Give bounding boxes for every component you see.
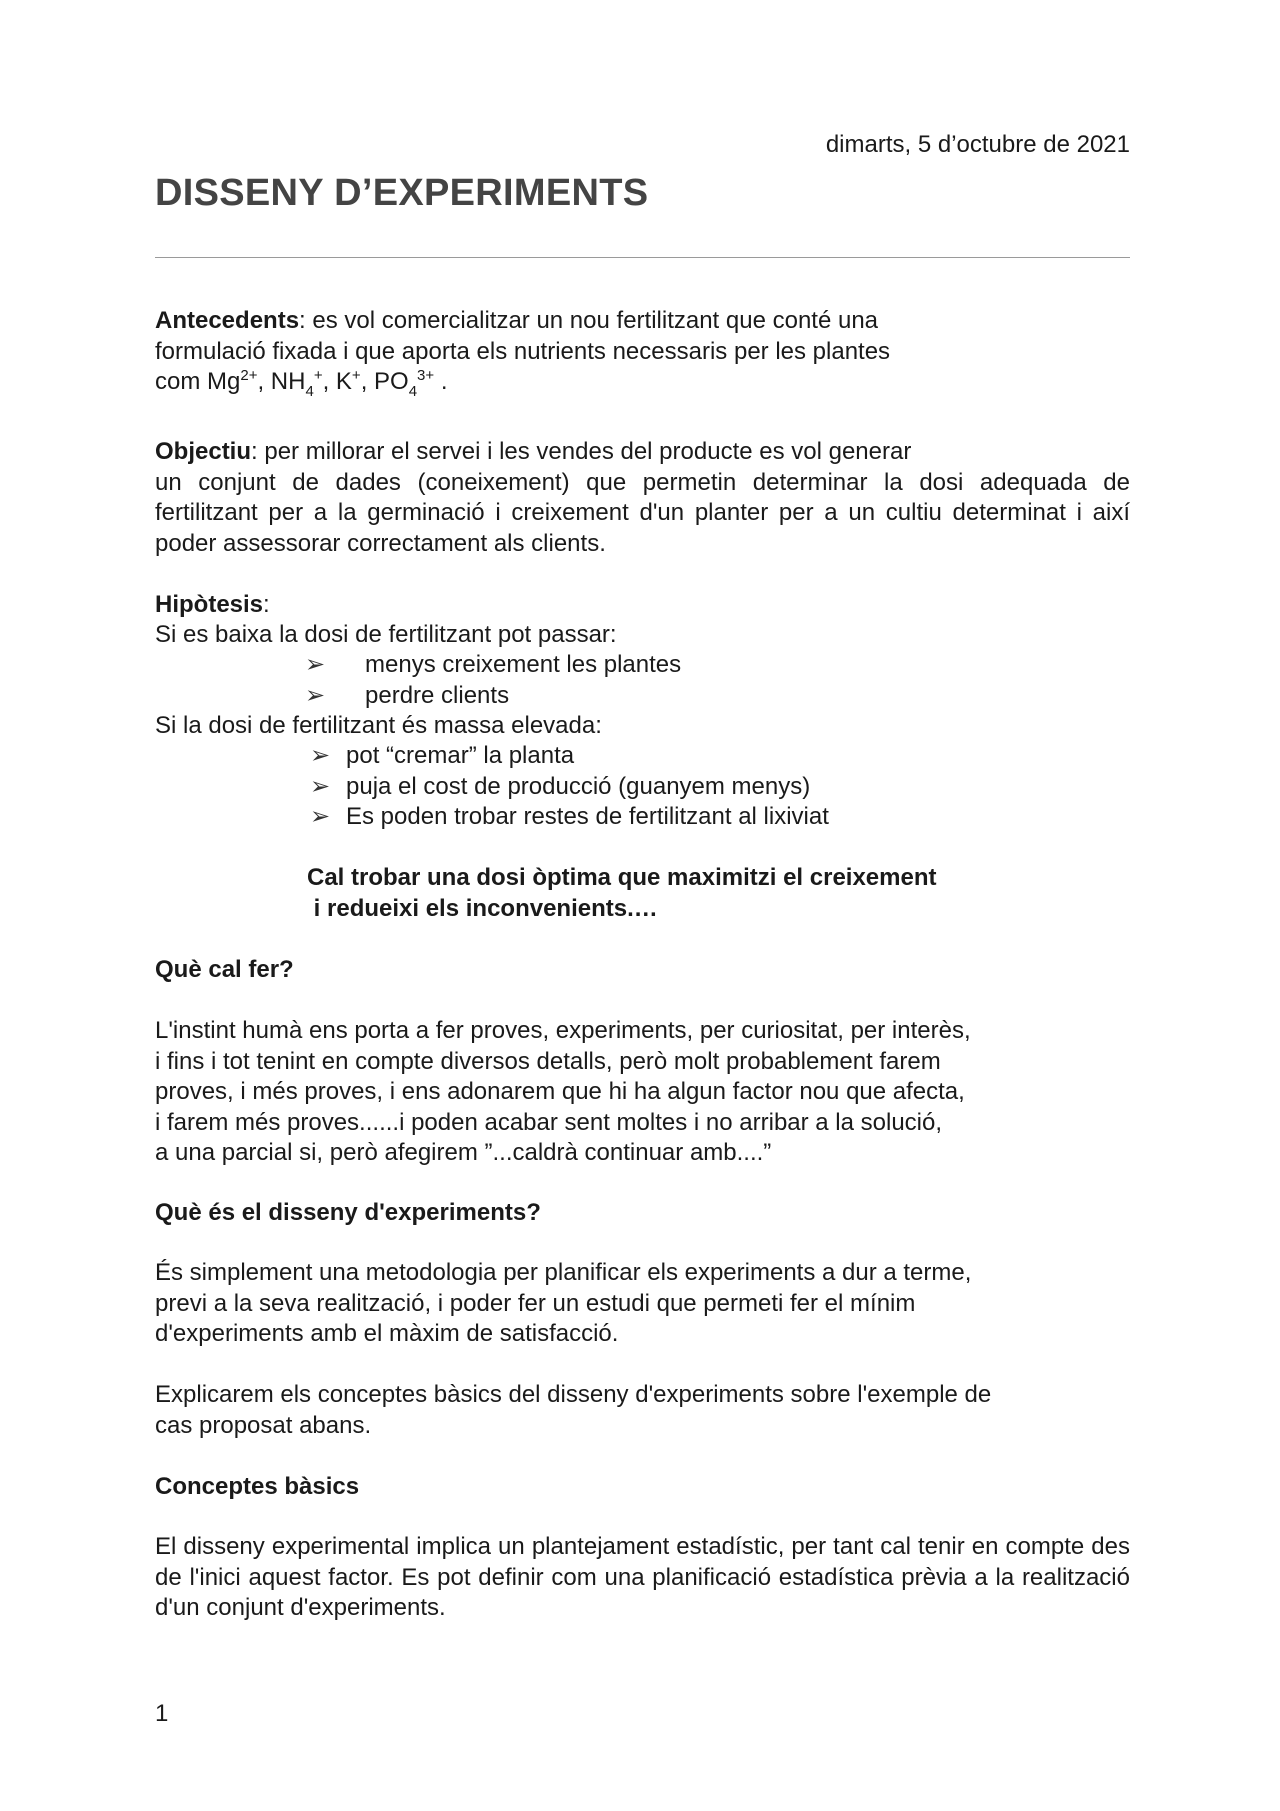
que-cal-fer-paragraph: L'instint humà ens porta a fer proves, experiments, per curiositat, per interès, i fins i tot tenint en compte diversos detalls, però molt probablement farem proves, i més proves, i ens adonarem que hi ha algun factor nou que afecta, i farem més proves......i poden acabar sent moltes i no arribar a la solució, a una parcial si, però afegirem ”...caldrà continuar amb....” <box>155 1017 971 1166</box>
arrow-bullet-icon: ➢ <box>310 772 331 800</box>
que-cal-fer-heading: Què cal fer? <box>155 956 294 983</box>
page-title: DISSENY D’EXPERIMENTS <box>155 172 649 214</box>
antecedents-line-2: formulació fixada i que aporta els nutrients necessaris per les plantes <box>155 337 891 365</box>
objectiu-paragraph <box>155 437 1130 559</box>
objectiu-body: un conjunt de dades (coneixement) que permetin determinar la dosi adequada de fertilitzant per a la germinació i creixement d'un planter per a un cultiu determinat i així poder assessorar correctament als clients. <box>155 468 1130 557</box>
hipotesis-heading-line: Hipòtesis: <box>155 591 270 618</box>
list-item: ➢ perdre clients <box>305 681 681 712</box>
list-item: ➢ puja el cost de producció (guanyem menys) <box>310 772 829 803</box>
conceptes-heading: Conceptes bàsics <box>155 1473 360 1500</box>
hipotesis-callout: Cal trobar una dosi òptima que maximitzi el creixement i redueixi els inconvenients.… <box>307 864 937 922</box>
list-item: ➢ pot “cremar” la planta <box>310 741 829 772</box>
document-date: dimarts, 5 d’octubre de 2021 <box>825 131 1130 158</box>
objectiu-label: Objectiu <box>155 438 252 465</box>
hipotesis-high-intro: Si la dosi de fertilitzant és massa elevada: <box>155 712 602 739</box>
que-es-paragraph: És simplement una metodologia per planificar els experiments a dur a terme, previ a la seva realització, i poder fer un estudi que permeti fer el mínim d'experiments amb el màxim de satisfacció. <box>155 1259 972 1347</box>
objectiu-line-1: Objectiu: per millorar el servei i les vendes del producte es vol generar <box>155 438 912 465</box>
arrow-bullet-icon: ➢ <box>310 803 331 830</box>
list-item: ➢ menys creixement les plantes <box>305 650 681 681</box>
list-item: ➢ Es poden trobar restes de fertilitzant al lixiviat <box>310 802 829 833</box>
hipotesis-low-list <box>305 650 681 711</box>
hipotesis-label: Hipòtesis <box>155 591 264 618</box>
antecedents-line-3: com $Mg^{2+}$, $NH_4^+$, K+, $PO_4^{3+}$ . <box>155 367 448 400</box>
hipotesis-low-intro: Si es baixa la dosi de fertilitzant pot passar: <box>155 621 617 648</box>
arrow-bullet-icon: ➢ <box>305 651 326 678</box>
arrow-bullet-icon: ➢ <box>310 742 331 769</box>
hipotesis-high-list <box>310 741 829 833</box>
title-divider <box>155 257 1130 258</box>
arrow-bullet-icon: ➢ <box>305 681 326 709</box>
explicarem-paragraph: Explicarem els conceptes bàsics del disseny d'experiments sobre l'exemple de cas proposat abans. <box>155 1381 992 1439</box>
antecedents-paragraph <box>155 306 1130 398</box>
antecedents-label: Antecedents <box>155 307 300 334</box>
antecedents-line-1: Antecedents: es vol comercialitzar un nou fertilitzant que conté una <box>155 307 879 334</box>
page-number: 1 <box>155 1700 169 1727</box>
que-es-heading: Què és el disseny d'experiments? <box>155 1199 541 1226</box>
conceptes-paragraph: El disseny experimental implica un plantejament estadístic, per tant cal tenir en compte des de l'inici aquest factor. Es pot definir com una planificació estadística prèvia a la realització d'un conjunt d'experiments. <box>155 1533 1130 1621</box>
